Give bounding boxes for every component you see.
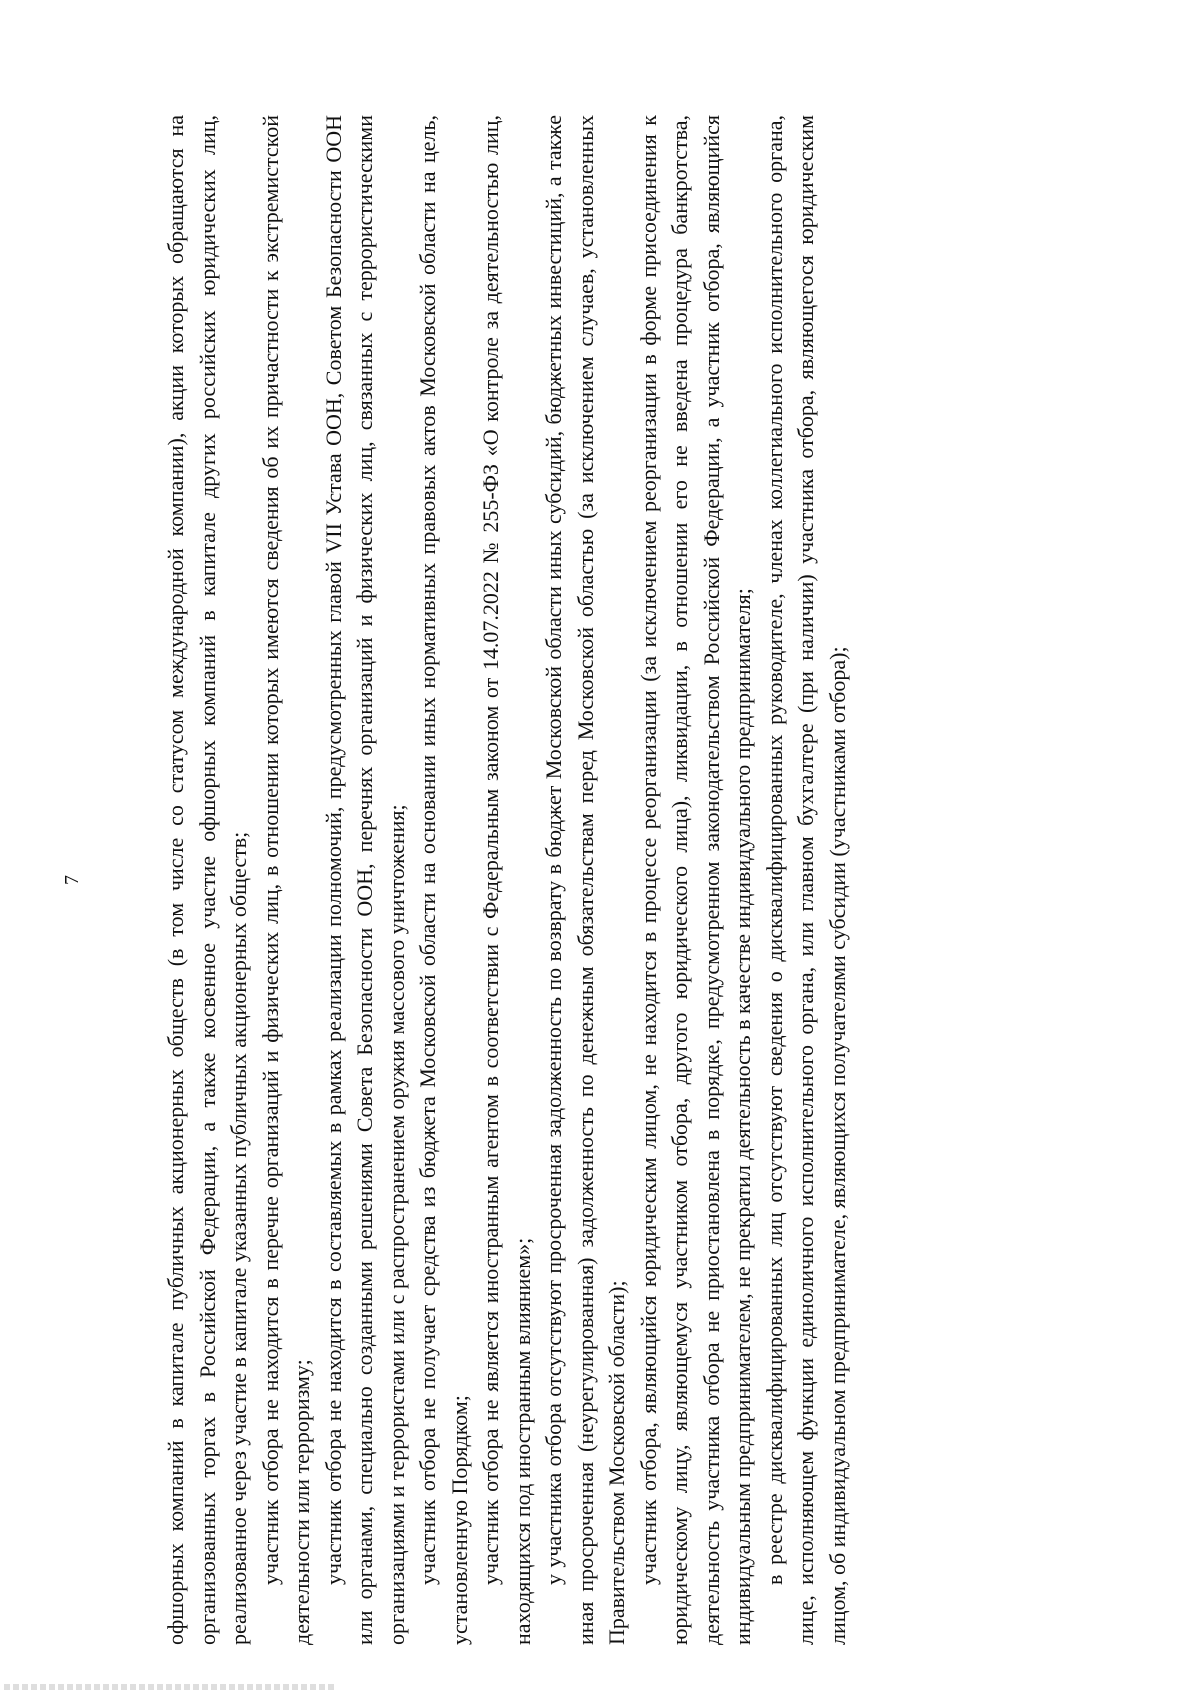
- paragraph-disqualified-registry: в реестре дисквалифицированных лиц отсутствуют сведения о дисквалифицированных руководителе, членах коллегиального исполнительного органа, лице, исполняющем функции единоличного исполнительного органа, или главном бухгалтере (при наличии) участника отбора, являющегося юридическим лицом, об индивидуальном предпринимателе, являющихся получателями субсидии (участниками отбора);: [761, 115, 850, 1645]
- paragraph-debt: у участника отбора отсутствуют просроченная задолженность по возврату в бюджет Московской области иных субсидий, бюджетных инвестиций, а также иная просроченная (неурегулированная) задолженность по денежным обязательствам перед Московской областью (за исключением случаев, установленных Правительством Московской области);: [541, 115, 629, 1645]
- rotated-page-content: [60, 115, 940, 1645]
- paragraph-foreign-agent: участник отбора не является иностранным агентом в соответствии с Федеральным законом от 14.07.2022 № 255-ФЗ «О контроле за деятельностью лиц, находящихся под иностранным влиянием»;: [478, 115, 535, 1645]
- paragraph-extremism: участник отбора не находится в перечне организаций и физических лиц, в отношении которых имеются сведения об их причастности к экстремистской деятельности или терроризму;: [257, 115, 314, 1645]
- paragraph-budget-funds: участник отбора не получает средства из бюджета Московской области на основании иных нормативных правовых актов Московской области на цель, установленную Порядком;: [415, 115, 472, 1645]
- paragraph-continuation: офшорных компаний в капитале публичных акционерных обществ (в том числе со статусом международной компании), акции которых обращаются на организованных торгах в Российской Федерации, а также косвенное участие офшорных компаний в капитале других российских юридических лиц, реализованное через участие в капитале указанных публичных акционерных обществ;: [163, 115, 251, 1645]
- page-number: 7: [61, 875, 83, 885]
- scan-footer-mark: [4, 1684, 334, 1690]
- paragraph-un-lists: участник отбора не находится в составляемых в рамках реализации полномочий, предусмотренных главой VII Устава ООН, Советом Безопасности ООН или органами, специально созданными решениями Совета Безопасности ООН, перечнях организаций и физических лиц, связанных с террористическими организациями и террористами или с распространением оружия массового уничтожения;: [320, 115, 409, 1645]
- body-text: [160, 115, 853, 1645]
- paragraph-reorganization: участник отбора, являющийся юридическим лицом, не находится в процессе реорганизации (за исключением реорганизации в форме присоединения к юридическому лицу, являющемуся участником отбора, другого юридического лица), ликвидации, в отношении его не введена процедура банкротства, деятельность участника отбора не приостановлена в порядке, предусмотренном законодательством Российской Федерации, а участник отбора, являющийся индивидуальным предпринимателем, не прекратил деятельность в качестве индивидуального предпринимателя;: [635, 115, 755, 1645]
